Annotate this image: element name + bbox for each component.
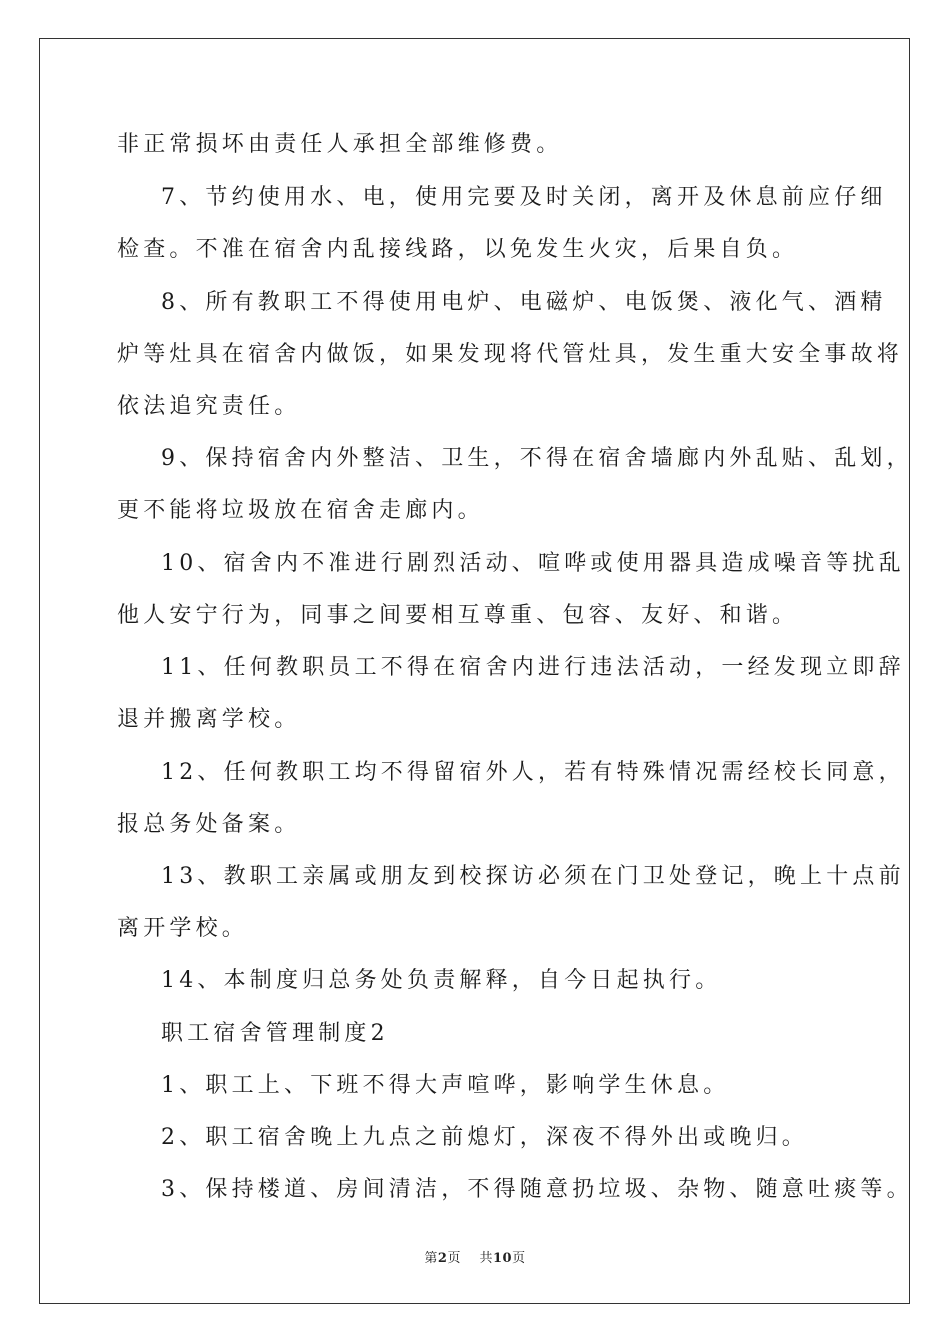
paragraph-line: 报总务处备案。: [117, 812, 301, 837]
section-heading: 职工宿舍管理制度2: [161, 1021, 389, 1046]
paragraph-line: 1、职工上、下班不得大声喧哗，影响学生休息。: [161, 1073, 730, 1098]
page-number: 2: [437, 1251, 448, 1266]
page-footer: [0, 1247, 950, 1266]
page-prefix: 第: [424, 1251, 438, 1266]
paragraph-line: 12、任何教职工均不得留宿外人，若有特殊情况需经校长同意，: [161, 760, 905, 785]
paragraph-line: 10、宿舍内不准进行剧烈活动、喧哗或使用器具造成噪音等扰乱: [161, 551, 905, 576]
paragraph-line: 他人安宁行为，同事之间要相互尊重、包容、友好、和谐。: [117, 603, 799, 628]
paragraph-line: 14、本制度归总务处负责解释，自今日起执行。: [161, 968, 722, 993]
paragraph-line: 13、教职工亲属或朋友到校探访必须在门卫处登记，晚上十点前: [161, 864, 905, 889]
paragraph-line: 离开学校。: [117, 916, 249, 941]
paragraph-line: 非正常损坏由责任人承担全部维修费。: [117, 132, 563, 157]
paragraph-line: 退并搬离学校。: [117, 707, 301, 732]
paragraph-line: 检查。不准在宿舍内乱接线路，以免发生火灾，后果自负。: [117, 237, 799, 262]
paragraph-line: 11、任何教职员工不得在宿舍内进行违法活动，一经发现立即辞: [161, 655, 905, 680]
paragraph-line: 更不能将垃圾放在宿舍走廊内。: [117, 498, 484, 523]
paragraph-line: 2、职工宿舍晚上九点之前熄灯，深夜不得外出或晚归。: [161, 1125, 808, 1150]
paragraph-line: 依法追究责任。: [117, 394, 301, 419]
paragraph-line: 7、节约使用水、电，使用完要及时关闭，离开及休息前应仔细: [161, 185, 887, 210]
total-pages: 10: [493, 1251, 513, 1266]
total-suffix: 页: [512, 1251, 526, 1266]
paragraph-line: 3、保持楼道、房间清洁，不得随意扔垃圾、杂物、随意吐痰等。: [161, 1177, 913, 1202]
paragraph-line: 9、保持宿舍内外整洁、卫生，不得在宿舍墙廊内外乱贴、乱划，: [161, 446, 913, 471]
total-prefix: 共: [479, 1251, 493, 1266]
page-suffix: 页: [447, 1251, 461, 1266]
paragraph-line: 8、所有教职工不得使用电炉、电磁炉、电饭煲、液化气、酒精: [161, 290, 887, 315]
paragraph-line: 炉等灶具在宿舍内做饭，如果发现将代管灶具，发生重大安全事故将: [117, 342, 904, 367]
